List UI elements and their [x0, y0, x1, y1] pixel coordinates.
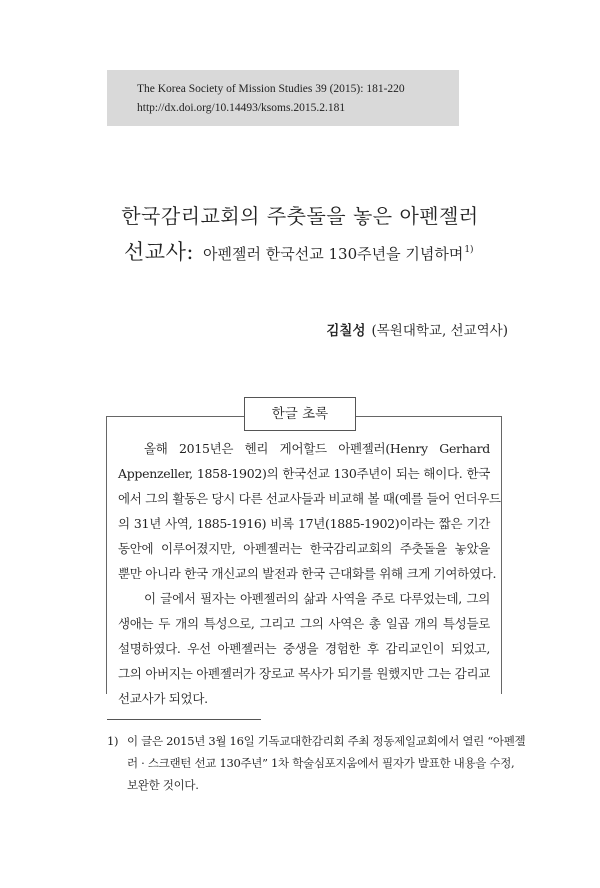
article-title-line2	[124, 236, 474, 266]
title-footnote-marker: 1)	[464, 245, 474, 255]
footnote-line: 보완한 것이다.	[127, 778, 199, 792]
abstract-line: 뿐만 아니라 한국 개신교의 발전과 한국 근대화를 위해 크게 기여하였다.	[118, 566, 497, 581]
abstract-line: 의 31년 사역, 1885-1916) 비록 17년(1885-1902)이라는 짧은 기간	[118, 516, 490, 531]
abstract-paragraph-1	[118, 436, 501, 586]
footnote-line: 러 · 스크랜턴 선교 130주년” 1차 학술심포지움에서 필자가 발표한 내용을 수정,	[127, 756, 515, 770]
author-affiliation: (목원대학교, 선교역사)	[371, 323, 508, 339]
footnote-line: 이 글은 2015년 3월 16일 기독교대한감리회 주최 정동제일교회에서 열린 “아펜젤	[127, 734, 526, 748]
abstract-line: 설명하였다. 우선 아펜젤러는 중생을 경험한 후 감리교인이 되었고,	[118, 641, 490, 656]
footnote-number: 1)	[107, 734, 119, 748]
abstract-line: 올해 2015년은 헨리 게어할드 아펜젤러(Henry Gerhard	[144, 441, 490, 456]
journal-citation-box	[107, 70, 459, 126]
abstract-paragraph-2	[118, 586, 490, 711]
author-name: 김칠성	[326, 323, 366, 339]
footnote-text	[127, 730, 526, 796]
article-title-main: 선교사:	[124, 240, 194, 264]
author-line	[326, 319, 508, 339]
article-subtitle: 아펜젤러 한국선교 130주년을 기념하며	[203, 245, 464, 263]
abstract-line: 생애는 두 개의 특성으로, 그리고 그의 사역은 총 일곱 개의 특성들로	[118, 616, 490, 631]
abstract-line: 그의 아버지는 아펜젤러가 장로교 목사가 되기를 원했지만 그는 감리교	[118, 666, 490, 681]
journal-doi: http://dx.doi.org/10.14493/ksoms.2015.2.181	[137, 102, 346, 114]
footnote	[107, 730, 526, 796]
abstract-label: 한글 초록	[244, 397, 356, 431]
abstract-line: 에서 그의 활동은 당시 다른 선교사들과 비교해 볼 때(예를 들어 언더우드	[118, 491, 501, 506]
article-title-line1: 한국감리교회의 주춧돌을 놓은 아펜젤러	[121, 204, 479, 228]
abstract-body	[118, 436, 501, 711]
journal-citation: The Korea Society of Mission Studies 39 (2015): 181-220	[137, 83, 405, 95]
abstract-line: 동안에 이루어졌지만, 아펜젤러는 한국감리교회의 주춧돌을 놓았을	[118, 541, 490, 556]
abstract-line: 이 글에서 필자는 아펜젤러의 삶과 사역을 주로 다루었는데, 그의	[144, 591, 490, 606]
footnote-divider	[107, 719, 261, 720]
abstract-line: 선교사가 되었다.	[118, 691, 208, 706]
abstract-line: Appenzeller, 1858-1902)의 한국선교 130주년이 되는 해이다. 한국	[118, 466, 490, 481]
